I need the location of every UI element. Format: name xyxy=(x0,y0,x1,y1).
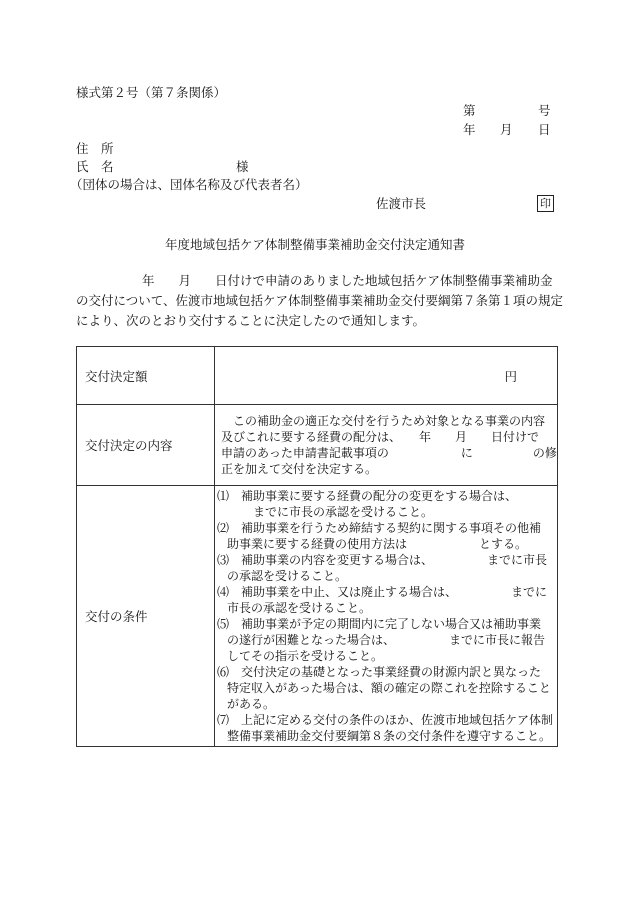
amount-unit: 円 xyxy=(504,368,517,384)
condition-text: 補助事業を行うため締結する契約に関する事項その他補 xyxy=(241,521,542,535)
body-line-3: により、次のとおり交付することに決定したので通知します。 xyxy=(76,313,426,328)
condition-text: がある。 xyxy=(227,697,276,711)
amount-row xyxy=(77,347,558,405)
condition-number: ⑵ xyxy=(217,521,230,535)
condition-number: ⑴ xyxy=(217,489,230,503)
content-line: 正を加えて交付を決定する。 xyxy=(221,462,378,476)
condition-text: までに市長の承認を受けること。 xyxy=(253,505,434,519)
body-year: 年 xyxy=(142,273,155,288)
name-honorific: 様 xyxy=(236,159,249,174)
condition-text: 整備事業補助金交付要綱第８条の交付条件を遵守すること。 xyxy=(227,729,552,743)
date-month: 月 xyxy=(500,122,513,137)
content-line: この補助金の適正な交付を行うため対象となる事業の内容 xyxy=(221,414,546,428)
form-number: 様式第２号（第７条関係） xyxy=(76,85,227,100)
name-label: 氏 名 xyxy=(76,159,114,174)
content-line: 及びこれに要する経費の配分は、 年 月 日付けで xyxy=(221,430,540,444)
doc-number-suffix: 号 xyxy=(538,103,551,118)
condition-text: 交付決定の基礎となった事業経費の財源内訳と異なった xyxy=(241,665,542,679)
condition-text: 補助事業に要する経費の配分の変更をする場合は、 xyxy=(241,489,518,503)
condition-item xyxy=(217,520,553,552)
address-label: 住 所 xyxy=(76,141,114,156)
condition-number: ⑸ xyxy=(217,617,230,631)
body-line-1-text: 日付けで申請のありました地域包括ケア体制整備事業補助金 xyxy=(215,273,553,288)
seal-mark: 印 xyxy=(537,195,554,212)
content-label: 交付決定の内容 xyxy=(77,405,215,486)
condition-text: 補助事業が予定の期間内に完了しない場合又は補助事業 xyxy=(241,617,542,631)
content-row xyxy=(77,405,558,486)
document-title: 年度地域包括ケア体制整備事業補助金交付決定通知書 xyxy=(164,237,465,252)
condition-text: 補助事業を中止、又は廃止する場合は、 までに xyxy=(241,585,548,599)
body-line-1 xyxy=(76,271,556,291)
condition-number: ⑷ xyxy=(217,585,230,599)
condition-text: の承認を受けること。 xyxy=(227,569,348,583)
date-year: 年 xyxy=(463,122,476,137)
condition-text: 補助事業の内容を変更する場合は、 までに市長 xyxy=(241,553,548,567)
condition-text: 助事業に要する経費の使用方法は とする。 xyxy=(227,537,528,551)
condition-text: の遂行が困難となった場合は、 までに市長に報告 xyxy=(227,633,546,647)
condition-item xyxy=(217,664,553,712)
content-line: 申請のあった申請書記載事項の に の修 xyxy=(221,446,557,460)
condition-item xyxy=(217,552,553,584)
date-day: 日 xyxy=(538,122,551,137)
organization-note: （団体の場合は、団体名称及び代表者名） xyxy=(70,177,308,192)
conditions-list xyxy=(215,486,558,747)
content-text xyxy=(215,405,558,486)
condition-text: 特定収入があった場合は、額の確定の際これを控除すること xyxy=(227,681,551,695)
conditions-row xyxy=(77,486,558,747)
condition-item xyxy=(217,712,553,744)
body-line-2: の交付について、佐渡市地域包括ケア体制整備事業補助金交付要綱第７条第１項の規定 xyxy=(76,293,564,308)
condition-item xyxy=(217,488,553,520)
issuer-name: 佐渡市長 xyxy=(376,196,427,211)
condition-item xyxy=(217,584,553,616)
conditions-label: 交付の条件 xyxy=(77,486,215,747)
amount-label: 交付決定額 xyxy=(77,347,215,405)
condition-text: 上記に定める交付の条件のほか、佐渡市地域包括ケア体制 xyxy=(241,713,554,727)
body-month: 月 xyxy=(178,273,192,288)
body-paragraph xyxy=(76,271,564,331)
amount-value xyxy=(215,347,558,405)
condition-number: ⑺ xyxy=(217,713,230,727)
decision-table xyxy=(76,346,558,747)
condition-text: 市長の承認を受けること。 xyxy=(227,601,372,615)
condition-text: してその指示を受けること。 xyxy=(227,649,384,663)
doc-number-prefix: 第 xyxy=(463,103,476,118)
condition-item xyxy=(217,616,553,664)
condition-number: ⑹ xyxy=(217,665,230,679)
condition-number: ⑶ xyxy=(217,553,230,567)
